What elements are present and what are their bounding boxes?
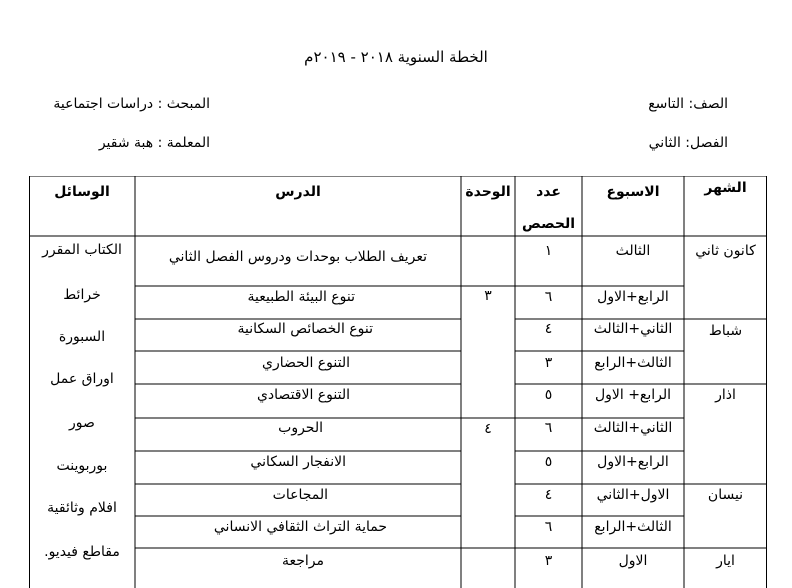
- resource-item: الكتاب المقرر: [42, 242, 122, 258]
- lesson-cell: تنوع البيئة الطبيعية: [247, 289, 355, 305]
- lesson-cell: الحروب: [278, 420, 323, 436]
- week-cell: الاول+الثاني: [596, 487, 670, 503]
- lesson-cell: الانفجار السكاني: [250, 454, 346, 470]
- page-title: الخطة السنوية ٢٠١٨ - ٢٠١٩م: [304, 48, 488, 66]
- header-week: الاسبوع: [606, 184, 660, 200]
- header-resources: الوسائل: [54, 184, 110, 200]
- week-cell: الاول: [618, 553, 648, 569]
- lesson-cell: التنوع الحضاري: [262, 355, 350, 371]
- resource-item: خرائط: [63, 287, 101, 303]
- count-cell: ١: [544, 243, 553, 259]
- count-cell: ٤: [544, 487, 553, 503]
- resource-item: مقاطع فيديو.: [44, 544, 120, 560]
- resource-item: السبورة: [58, 329, 106, 345]
- semester-label: الفصل: الثاني: [648, 135, 728, 151]
- count-cell: ٦: [544, 289, 553, 305]
- month-cell: شباط: [708, 323, 743, 339]
- count-cell: ٣: [544, 553, 553, 569]
- week-cell: الثالث: [615, 243, 651, 259]
- class-label: الصف: التاسع: [648, 96, 728, 112]
- count-cell: ٦: [544, 420, 553, 436]
- month-cell: اذار: [715, 387, 736, 403]
- lesson-cell: تعريف الطلاب بوحدات ودروس الفصل الثاني: [168, 249, 427, 265]
- lesson-cell: المجاعات: [272, 487, 328, 503]
- week-cell: الثالث+الرابع: [594, 355, 672, 371]
- teacher-label: المعلمة : هبة شقير: [98, 135, 210, 151]
- header-count-line2: الحصص: [521, 216, 576, 232]
- month-cell: نيسان: [707, 487, 744, 503]
- header-lesson: الدرس: [275, 184, 321, 200]
- lesson-cell: تنوع الخصائص السكانية: [237, 321, 373, 337]
- week-cell: الرابع+ الاول: [594, 387, 672, 403]
- week-cell: الرابع+الاول: [597, 289, 669, 305]
- subject-label: المبحث : دراسات اجتماعية: [53, 96, 210, 112]
- header-unit: الوحدة: [465, 184, 511, 200]
- count-cell: ٥: [544, 454, 553, 470]
- count-cell: ٣: [544, 355, 553, 371]
- week-cell: الرابع+الاول: [597, 454, 669, 470]
- resource-item: افلام وثائقية: [47, 500, 117, 516]
- resource-item: بوربوينت: [56, 458, 108, 474]
- week-cell: الثاني+الثالث: [593, 321, 673, 337]
- resource-item: صور: [69, 415, 95, 431]
- unit-cell: ٣: [484, 288, 492, 304]
- lesson-cell: مراجعة: [281, 553, 324, 569]
- header-count-line1: عدد: [536, 184, 561, 200]
- header-month: الشهر: [704, 180, 747, 196]
- lesson-cell: التنوع الاقتصادي: [256, 387, 350, 403]
- lesson-cell: حماية التراث الثقافي الانساني: [213, 519, 387, 535]
- count-cell: ٤: [544, 321, 553, 337]
- count-cell: ٦: [544, 519, 553, 535]
- unit-cell: ٤: [484, 421, 492, 437]
- count-cell: ٥: [544, 387, 553, 403]
- month-cell: ايار: [716, 553, 735, 569]
- week-cell: الثاني+الثالث: [593, 420, 673, 436]
- month-cell: كانون ثاني: [695, 243, 756, 259]
- resource-item: اوراق عمل: [50, 371, 114, 387]
- week-cell: الثالث+الرابع: [594, 519, 672, 535]
